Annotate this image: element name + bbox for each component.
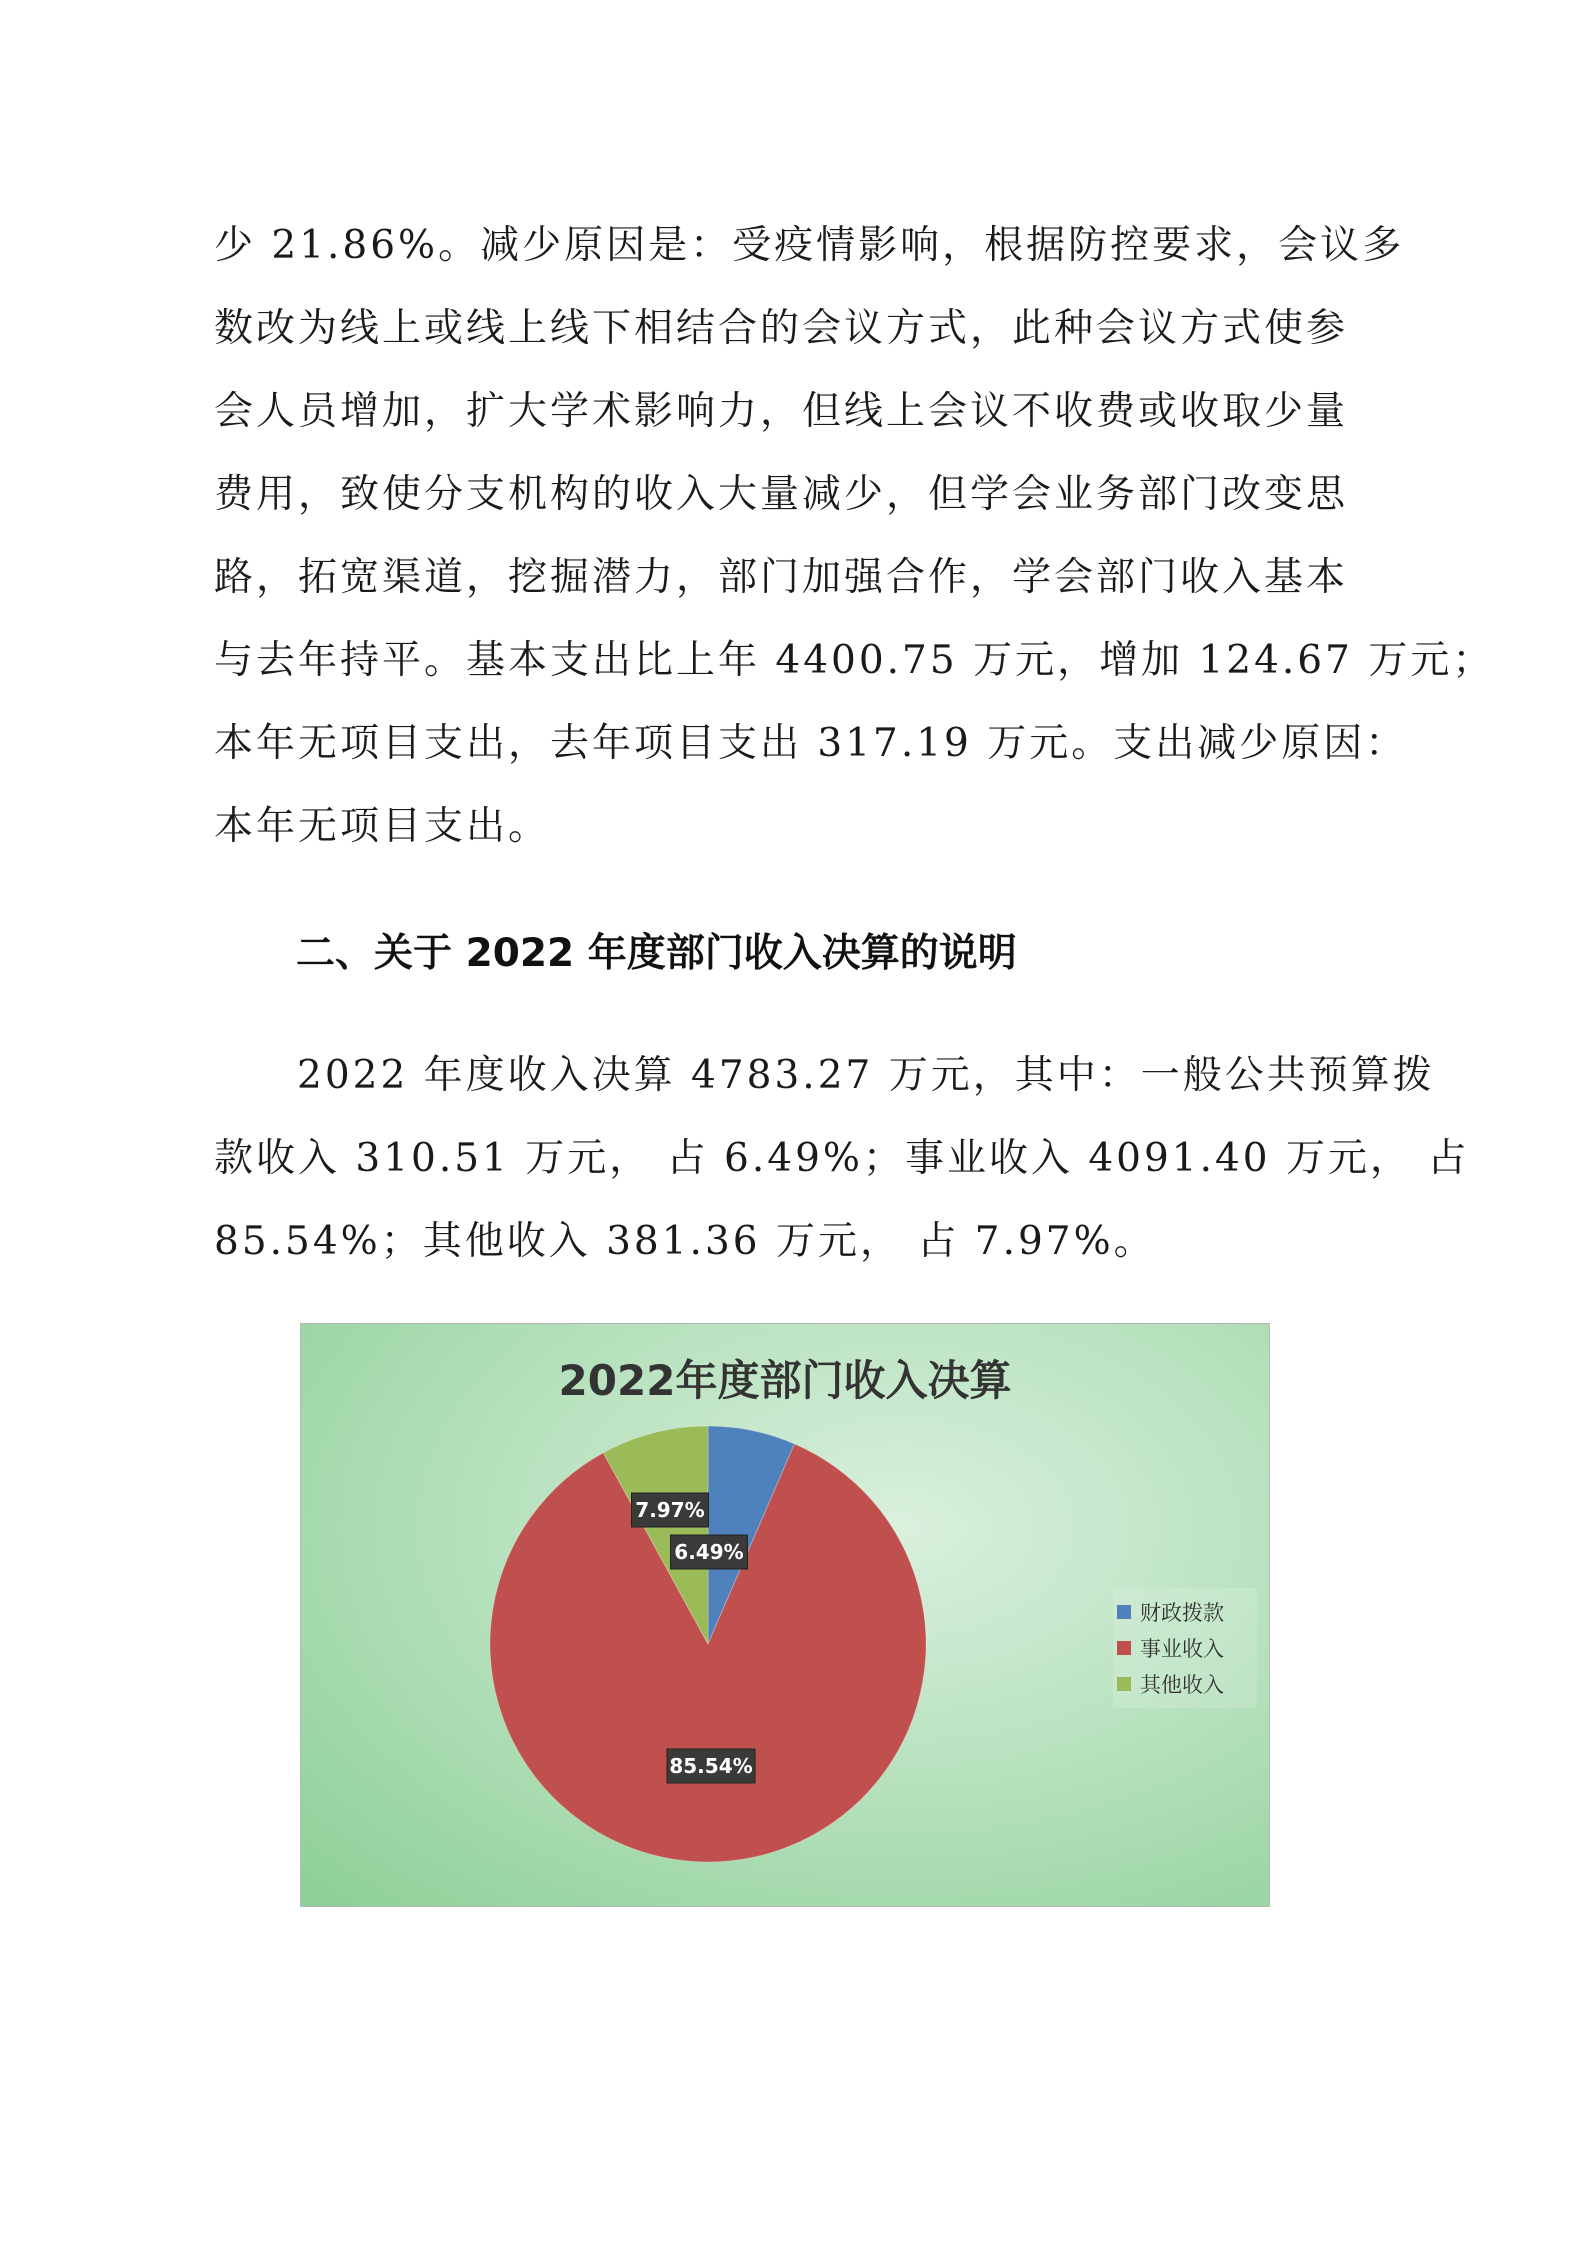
pie-data-label-1	[671, 1535, 748, 1569]
legend-item-2	[1117, 1630, 1253, 1666]
text-line: 与去年持平。基本支出比上年 4400.75 万元，增加 124.67 万元；	[214, 638, 1495, 683]
text-line: 85.54%；其他收入 381.36 万元， 占 7.97%。	[214, 1219, 1156, 1264]
legend-swatch	[1117, 1605, 1131, 1619]
paragraph-income-summary	[214, 1034, 1470, 1283]
text-line: 少 21.86%。减少原因是：受疫情影响，根据防控要求，会议多	[214, 223, 1405, 268]
text-line: 本年无项目支出，去年项目支出 317.19 万元。支出减少原因：	[214, 721, 1408, 766]
pie-data-label-2	[667, 1749, 755, 1783]
legend-item-3	[1117, 1666, 1253, 1702]
text-line: 2022 年度收入决算 4783.27 万元，其中：一般公共预算拨	[297, 1053, 1435, 1098]
paragraph-expense-explanation	[214, 204, 1495, 868]
data-label-text: 6.49%	[674, 1540, 744, 1564]
text-line: 数改为线上或线上线下相结合的会议方式，此种会议方式使参	[214, 306, 1349, 351]
data-label-text: 85.54%	[669, 1754, 753, 1778]
legend-swatch	[1117, 1677, 1131, 1691]
data-label-text: 7.97%	[635, 1498, 705, 1522]
legend-label: 其他收入	[1140, 1673, 1224, 1697]
legend-label: 事业收入	[1140, 1637, 1224, 1661]
legend-item-1	[1117, 1594, 1253, 1630]
section-heading: 二、关于 2022 年度部门收入决算的说明	[296, 931, 1017, 976]
legend-label: 财政拨款	[1140, 1601, 1224, 1625]
text-line: 款收入 310.51 万元， 占 6.49%；事业收入 4091.40 万元， 占	[214, 1136, 1470, 1181]
text-line: 本年无项目支出。	[214, 804, 551, 849]
chart-legend	[1113, 1588, 1257, 1708]
pie-data-label-3	[632, 1493, 709, 1527]
text-line: 费用，致使分支机构的收入大量减少，但学会业务部门改变思	[214, 472, 1349, 517]
income-pie-chart	[300, 1323, 1270, 1907]
chart-title: 2022年度部门收入决算	[558, 1356, 1012, 1405]
legend-swatch	[1117, 1641, 1131, 1655]
text-line: 会人员增加，扩大学术影响力，但线上会议不收费或收取少量	[214, 389, 1349, 434]
text-line: 路，拓宽渠道，挖掘潜力，部门加强合作，学会部门收入基本	[214, 555, 1349, 600]
